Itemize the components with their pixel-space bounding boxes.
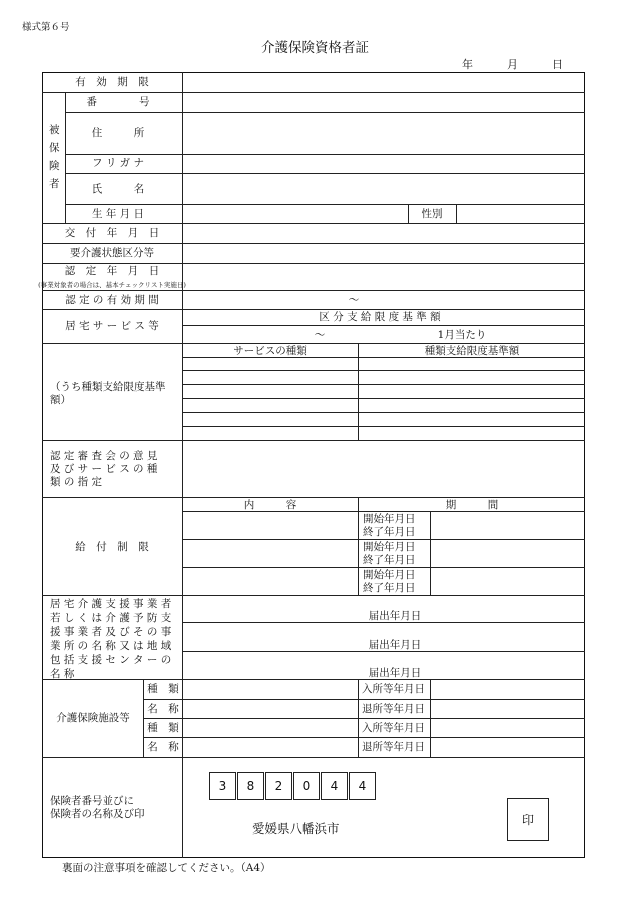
date-day-label: 日 bbox=[552, 58, 563, 71]
row-line bbox=[42, 595, 585, 596]
valid-period-label: 有 効 期 限 bbox=[75, 76, 149, 88]
row-line bbox=[143, 699, 585, 700]
board-opinion-label: 及 び サ ー ビ ス の 種 bbox=[50, 463, 158, 475]
admission-date-label: 入所等年月日 bbox=[362, 722, 425, 734]
insurer-digit: 0 bbox=[293, 772, 320, 800]
row-line bbox=[182, 325, 585, 326]
number-label: 番 号 bbox=[86, 96, 150, 108]
row-line bbox=[42, 343, 585, 344]
insured-group-divider bbox=[65, 92, 66, 223]
issue-date-label: 交 付 年 月 日 bbox=[64, 227, 160, 239]
name-label: 氏 名 bbox=[91, 183, 145, 195]
row-line bbox=[143, 737, 585, 738]
col-divider bbox=[358, 343, 359, 440]
row-line bbox=[182, 651, 585, 652]
row-line bbox=[143, 718, 585, 719]
row-line bbox=[42, 497, 585, 498]
col-divider bbox=[408, 204, 409, 223]
insurer-label: 保険者番号並びに bbox=[50, 795, 134, 807]
insurer-digit: 8 bbox=[237, 772, 264, 800]
row-line bbox=[65, 112, 585, 113]
cert-valid-period-label: 認 定 の 有 効 期 間 bbox=[65, 294, 159, 306]
end-date-label: 終了年月日 bbox=[363, 554, 416, 566]
notification-date-label: 届出年月日 bbox=[368, 639, 422, 651]
row-line bbox=[42, 243, 585, 244]
start-date-label: 開始年月日 bbox=[363, 569, 416, 581]
insured-char: 者 bbox=[49, 178, 60, 190]
label-column-divider bbox=[182, 72, 183, 858]
row-line bbox=[182, 622, 585, 623]
issue-date-line bbox=[462, 56, 597, 72]
insurer-seal-box bbox=[507, 798, 549, 841]
insurer-digit: 4 bbox=[349, 772, 376, 800]
discharge-date-label: 退所等年月日 bbox=[362, 741, 425, 753]
birthdate-label: 生 年 月 日 bbox=[91, 208, 145, 220]
row-line bbox=[182, 412, 585, 413]
row-line bbox=[42, 679, 585, 680]
cert-date-note: (事業対象者の場合は、基本チェックリスト実施日) bbox=[38, 281, 186, 289]
type-limit-header: 種類支給限度基準額 bbox=[424, 345, 520, 357]
date-year-label: 年 bbox=[462, 58, 473, 71]
form-number: 様式第６号 bbox=[22, 22, 70, 33]
benefit-limit-label: 給 付 制 限 bbox=[75, 541, 149, 553]
row-line bbox=[42, 440, 585, 441]
period-header: 期 間 bbox=[445, 499, 499, 511]
row-line bbox=[42, 309, 585, 310]
insurer-digit: 3 bbox=[209, 772, 236, 800]
per-month-label: 1月当たり bbox=[437, 329, 487, 341]
admission-date-label: 入所等年月日 bbox=[362, 683, 425, 695]
insured-char: 保 bbox=[49, 142, 60, 154]
discharge-date-label: 退所等年月日 bbox=[362, 703, 425, 715]
limit-amount-label: 区 分 支 給 限 度 基 準 額 bbox=[319, 311, 441, 323]
facility-label: 介護保険施設等 bbox=[56, 712, 130, 724]
row-line bbox=[182, 398, 585, 399]
care-plan-label: 若 し く は 介 護 予 防 支 bbox=[50, 612, 172, 624]
facility-name-label: 名 称 bbox=[147, 741, 179, 753]
insured-char: 険 bbox=[49, 160, 60, 172]
col-divider bbox=[358, 497, 359, 595]
col-divider bbox=[430, 679, 431, 757]
col-divider bbox=[143, 679, 144, 757]
row-line bbox=[182, 539, 585, 540]
row-line bbox=[42, 92, 585, 93]
notification-date-label: 届出年月日 bbox=[368, 610, 422, 622]
insurer-label: 保険者の名称及び印 bbox=[50, 808, 145, 820]
home-service-label: 居 宅 サ ー ビ ス 等 bbox=[65, 320, 159, 332]
row-line bbox=[65, 173, 585, 174]
content-header: 内 容 bbox=[243, 499, 297, 511]
sex-label: 性別 bbox=[421, 208, 443, 220]
row-line bbox=[42, 757, 585, 758]
notification-date-label: 届出年月日 bbox=[368, 667, 422, 679]
insurer-digit: 4 bbox=[321, 772, 348, 800]
cert-period-tilde: 〜 bbox=[348, 294, 360, 306]
board-opinion-label: 類 の 指 定 bbox=[50, 476, 103, 488]
footer-note: 裏面の注意事項を確認してください。（A4） bbox=[62, 862, 271, 874]
address-label: 住 所 bbox=[91, 127, 145, 139]
insurer-number-boxes bbox=[209, 772, 379, 800]
cert-date-label: 認 定 年 月 日 bbox=[64, 265, 160, 277]
care-plan-label: 業 所 の 名 称 又 は 地 域 bbox=[50, 640, 172, 652]
seal-label: 印 bbox=[521, 813, 534, 827]
row-line bbox=[65, 204, 585, 205]
start-date-label: 開始年月日 bbox=[363, 513, 416, 525]
row-line bbox=[65, 154, 585, 155]
insurer-name: 愛媛県八幡浜市 bbox=[252, 821, 340, 836]
insured-char: 被 bbox=[49, 124, 60, 136]
row-line bbox=[182, 384, 585, 385]
row-line bbox=[182, 370, 585, 371]
care-level-label: 要介護状態区分等 bbox=[70, 247, 154, 259]
board-opinion-label: 認 定 審 査 会 の 意 見 bbox=[50, 450, 158, 462]
col-divider bbox=[358, 679, 359, 757]
end-date-label: 終了年月日 bbox=[363, 582, 416, 594]
care-plan-label: 援 事 業 者 及 び そ の 事 bbox=[50, 626, 172, 638]
row-line bbox=[182, 567, 585, 568]
facility-kind-label: 種 類 bbox=[147, 722, 179, 734]
col-divider bbox=[456, 204, 457, 223]
type-limit-note: （うち種類支給限度基準 bbox=[50, 381, 166, 393]
row-line bbox=[182, 357, 585, 358]
form-title: 介護保険資格者証 bbox=[261, 40, 369, 56]
row-line bbox=[42, 223, 585, 224]
row-line bbox=[182, 511, 585, 512]
furigana-label: フ リ ガ ナ bbox=[91, 157, 145, 169]
start-date-label: 開始年月日 bbox=[363, 541, 416, 553]
row-line bbox=[42, 263, 585, 264]
service-type-header: サービスの種類 bbox=[233, 345, 307, 357]
service-tilde: 〜 bbox=[314, 329, 326, 341]
care-plan-label: 名 称 bbox=[50, 668, 75, 680]
end-date-label: 終了年月日 bbox=[363, 526, 416, 538]
date-month-label: 月 bbox=[507, 58, 518, 71]
care-plan-label: 包 括 支 援 セ ン タ ー の bbox=[50, 654, 172, 666]
type-limit-note: 額） bbox=[50, 394, 71, 406]
col-divider bbox=[430, 511, 431, 595]
facility-name-label: 名 称 bbox=[147, 703, 179, 715]
row-line bbox=[182, 426, 585, 427]
facility-kind-label: 種 類 bbox=[147, 683, 179, 695]
insurer-digit: 2 bbox=[265, 772, 292, 800]
care-plan-label: 居 宅 介 護 支 援 事 業 者 bbox=[50, 598, 172, 610]
